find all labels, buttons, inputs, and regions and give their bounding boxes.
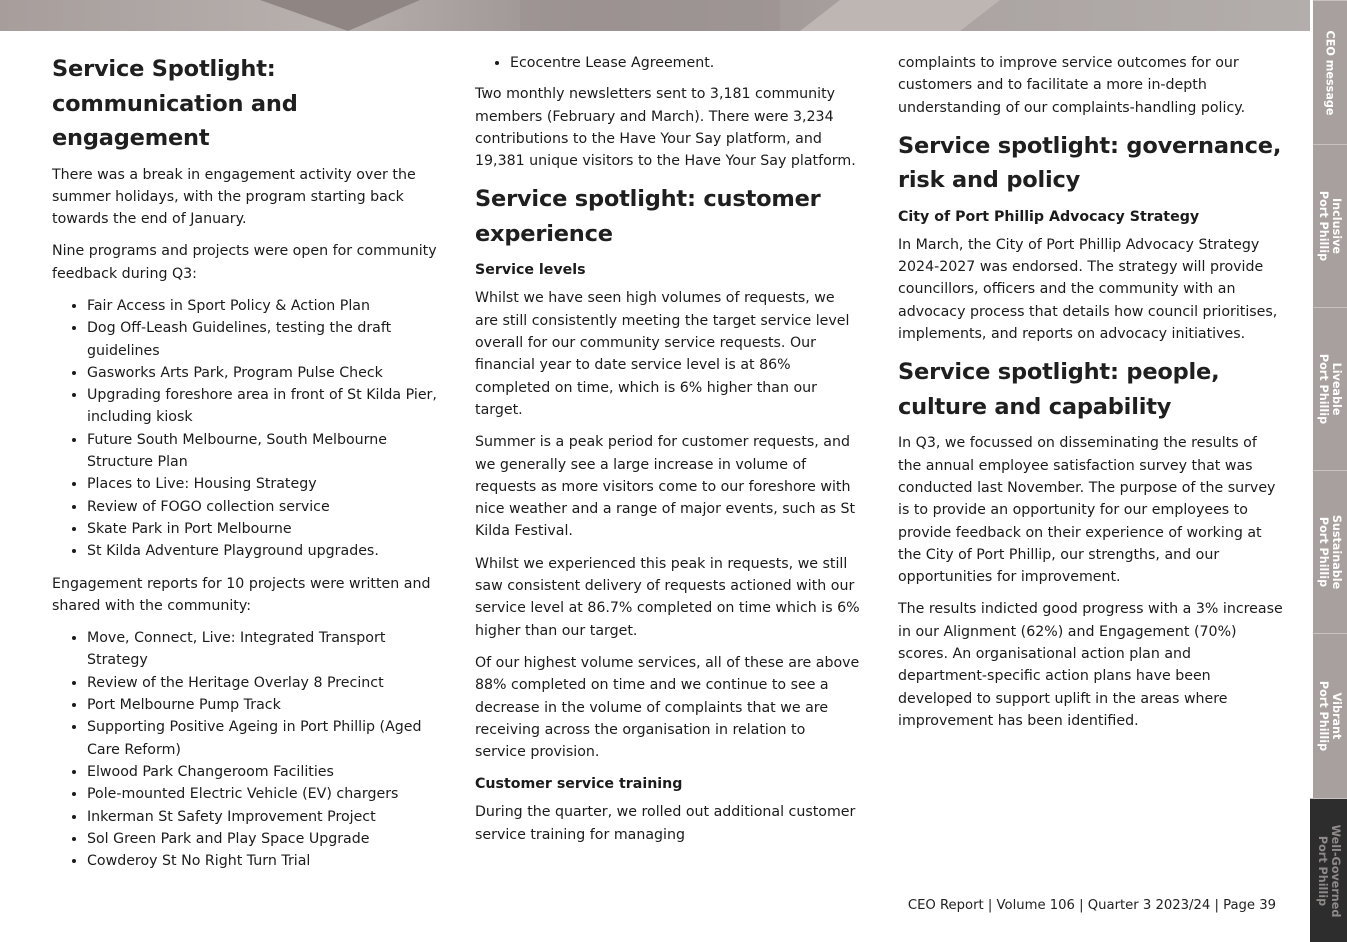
tab-label: Vibrant (1330, 692, 1343, 740)
paragraph: Two monthly newsletters sent to 3,181 community members (February and March). There were 3,234 contributions to the Have Your Say platform, and 19,381 unique visitors to the Have Your Say platform. (475, 86, 856, 170)
tab-label: Inclusive (1330, 198, 1343, 254)
paragraph: In Q3, we focussed on disseminating the results of the annual employee satisfaction survey that was conducted last November. The purpose of the survey is to provide an opportunity for our employees to provide feedback on their experience of working at the City of Port Phillip, our strengths, and our opportunities for improvement. (898, 435, 1276, 586)
tab-sustainable[interactable] (1313, 470, 1347, 633)
list-item: • Review of FOGO collection service (87, 496, 437, 518)
list-item: • Review of the Heritage Overlay 8 Precinct (87, 672, 437, 694)
tab-liveable[interactable] (1313, 307, 1347, 470)
tab-well-governed[interactable] (1310, 798, 1347, 942)
paragraph: In March, the City of Port Phillip Advocacy Strategy 2024-2027 was endorsed. The strategy will provide councillors, officers and the community with an advocacy process that details how council prioritises, implements, and reports on advocacy initiatives. (898, 236, 1278, 343)
tab-ceo-message[interactable] (1313, 0, 1347, 144)
continued-list (475, 52, 860, 74)
tab-label: CEO message (1323, 30, 1337, 115)
subheading-service-levels: Service levels (475, 262, 586, 279)
tab-label: Port Phillip (1317, 353, 1330, 425)
paragraph: There was a break in engagement activity over the summer holidays, with the program starting back towards the end of January. (52, 166, 416, 228)
list-item: • Cowderoy St No Right Turn Trial (87, 850, 437, 872)
paragraph: Of our highest volume services, all of these are above 88% completed on time and we continue to see a decrease in the volume of complaints that we are receiving across the organisation in relation to service provision. (475, 654, 860, 761)
list-item: • Future South Melbourne, South Melbourne Structure Plan (87, 429, 437, 474)
tab-label: Port Phillip (1315, 835, 1329, 906)
list-item: • Ecocentre Lease Agreement. (510, 52, 860, 74)
programs-list (52, 295, 437, 563)
paragraph: Whilst we experienced this peak in requests, we still saw consistent delivery of requests actioned with our service level at 86.7% completed on time which is 6% higher than our target. (475, 555, 860, 639)
column-right (898, 52, 1283, 742)
subheading-customer-service-training: Customer service training (475, 776, 683, 793)
list-item: • Port Melbourne Pump Track (87, 694, 437, 716)
section-heading-governance: Service spotlight: governance, risk and policy (898, 132, 1282, 194)
page-footer: CEO Report | Volume 106 | Quarter 3 2023/24 | Page 39 (907, 898, 1276, 913)
list-item: • Upgrading foreshore area in front of St Kilda Pier, including kiosk (87, 384, 437, 429)
banner-shape (260, 0, 420, 31)
section-heading-people-culture: Service spotlight: people, culture and capability (898, 359, 1220, 420)
paragraph: Whilst we have seen high volumes of requests, we are still consistently meeting the target service level overall for our community service requests. Our financial year to date service level is at 86% completed on time, which is 6% higher than our target. (475, 290, 850, 418)
paragraph: During the quarter, we rolled out additional customer service training for managing (475, 804, 856, 843)
list-item: • Supporting Positive Ageing in Port Phillip (Aged Care Reform) (87, 716, 437, 761)
tab-label: Liveable (1330, 362, 1343, 416)
tab-label: Port Phillip (1317, 516, 1330, 588)
list-item: • Skate Park in Port Melbourne (87, 518, 437, 540)
column-left (52, 52, 437, 882)
tab-label: Well-Governed (1328, 824, 1342, 917)
section-heading-communication: Service Spotlight: communication and engagement (52, 56, 298, 151)
list-item: • Sol Green Park and Play Space Upgrade (87, 828, 437, 850)
paragraph: Nine programs and projects were open for community feedback during Q3: (52, 243, 437, 282)
list-item: • Pole-mounted Electric Vehicle (EV) chargers (87, 783, 437, 805)
tab-label: Port Phillip (1317, 190, 1330, 262)
section-heading-customer-experience: Service spotlight: customer experience (475, 186, 821, 247)
banner-shape (520, 0, 780, 31)
paragraph: The results indicted good progress with a 3% increase in our Alignment (62%) and Engagement (70%) scores. An organisational action plan and department-specific action plans have been developed to support uplift in the areas where improvement has been identified. (898, 601, 1283, 729)
list-item: • Elwood Park Changeroom Facilities (87, 761, 437, 783)
side-tab-nav (1310, 0, 1347, 941)
banner-shape (800, 0, 1000, 31)
header-banner (0, 0, 1313, 31)
list-item: • Dog Off-Leash Guidelines, testing the draft guidelines (87, 317, 437, 362)
list-item: • Move, Connect, Live: Integrated Transport Strategy (87, 627, 437, 672)
paragraph: Summer is a peak period for customer requests, and we generally see a large increase in volume of requests as more visitors come to our foreshore with nice weather and a range of major events, such as St Kilda Festival. (475, 434, 856, 540)
tab-label: Port Phillip (1317, 680, 1330, 752)
paragraph: complaints to improve service outcomes for our customers and to facilitate a more in-depth understanding of our complaints-handling policy. (898, 55, 1246, 116)
list-item: • Gasworks Arts Park, Program Pulse Check (87, 362, 437, 384)
reports-list (52, 627, 437, 872)
paragraph: Engagement reports for 10 projects were written and shared with the community: (52, 575, 431, 614)
tab-vibrant[interactable] (1313, 633, 1347, 798)
list-item: • Fair Access in Sport Policy & Action Plan (87, 295, 437, 317)
list-item: • St Kilda Adventure Playground upgrades. (87, 540, 437, 562)
column-middle (475, 52, 860, 856)
list-item: • Inkerman St Safety Improvement Project (87, 806, 437, 828)
subheading-advocacy-strategy: City of Port Phillip Advocacy Strategy (898, 208, 1200, 225)
tab-label: Sustainable (1330, 514, 1343, 590)
list-item: • Places to Live: Housing Strategy (87, 473, 437, 495)
tab-inclusive[interactable] (1313, 144, 1347, 307)
